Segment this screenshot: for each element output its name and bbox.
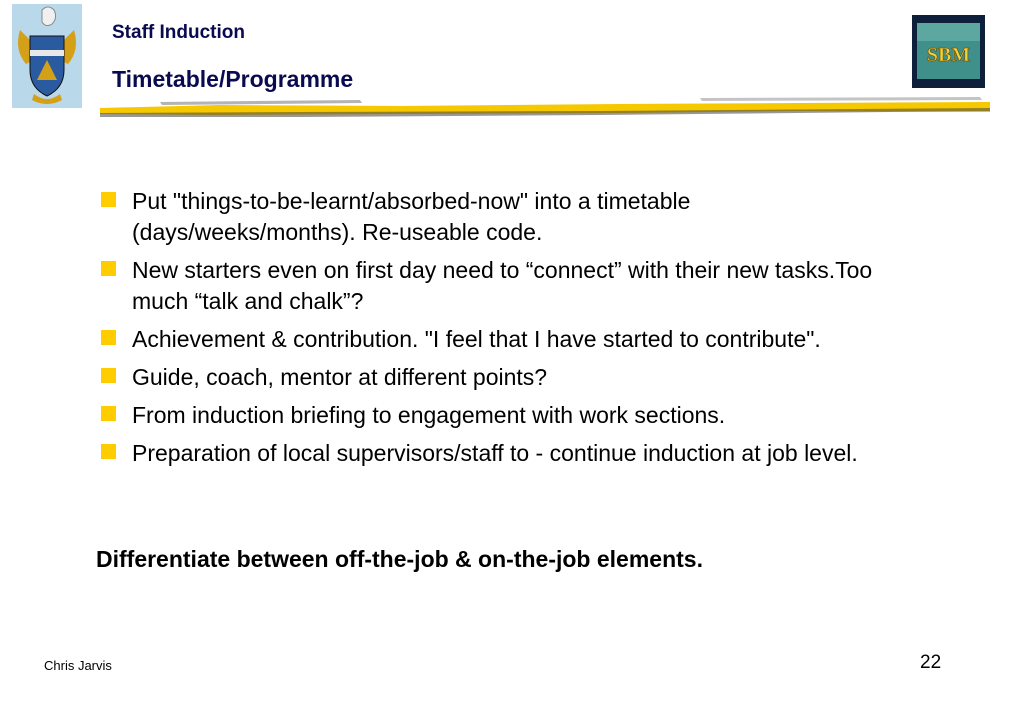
crest-logo (12, 4, 82, 108)
header-subtitle: Staff Induction (112, 22, 245, 43)
footer-author: Chris Jarvis (44, 658, 112, 673)
page-number: 22 (920, 652, 942, 673)
bullet-square-icon (101, 192, 116, 207)
bullet-item (100, 438, 920, 469)
bullet-list (100, 186, 920, 476)
bullet-item (100, 362, 920, 393)
bullet-text: Put "things-to-be-learnt/absorbed-now" into a timetable (days/weeks/months). Re-useable code. (132, 188, 691, 245)
sbm-logo-text: SBM (926, 44, 971, 66)
bullet-square-icon (101, 406, 116, 421)
page-title: Timetable/Programme (112, 66, 354, 92)
bullet-text: Guide, coach, mentor at different points? (132, 364, 548, 390)
bullet-item (100, 324, 920, 355)
header-divider (100, 94, 990, 122)
emphasis-statement: Differentiate between off-the-job & on-the-job elements. (96, 546, 703, 572)
bullet-square-icon (101, 444, 116, 459)
sbm-logo (912, 15, 985, 88)
bullet-text: New starters even on first day need to “connect” with their new tasks.Too much “talk and chalk”? (132, 257, 873, 314)
bullet-square-icon (101, 261, 116, 276)
bullet-text: From induction briefing to engagement with work sections. (132, 402, 726, 428)
bullet-square-icon (101, 368, 116, 383)
bullet-text: Preparation of local supervisors/staff to - continue induction at job level. (132, 440, 858, 466)
bullet-square-icon (101, 330, 116, 345)
bullet-item (100, 255, 920, 317)
bullet-item (100, 400, 920, 431)
bullet-item (100, 186, 920, 248)
bullet-text: Achievement & contribution. "I feel that I have started to contribute". (132, 326, 821, 352)
